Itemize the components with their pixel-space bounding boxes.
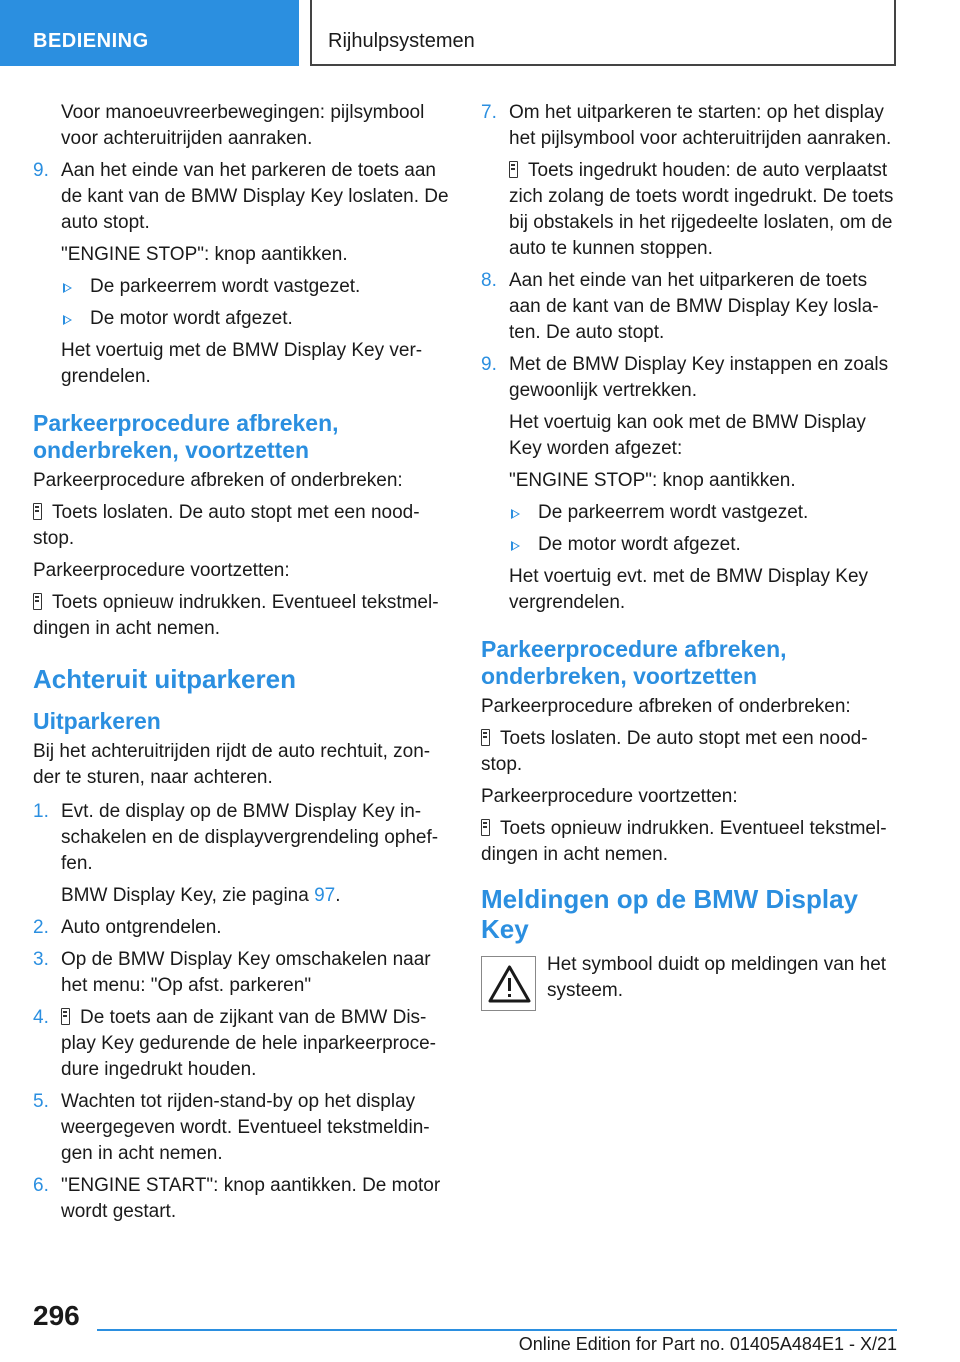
edition-text: Online Edition for Part no. 01405A484E1 - X/21 xyxy=(518,1334,897,1354)
triangle-bullet-icon xyxy=(63,315,72,325)
button-press-icon xyxy=(509,161,518,178)
step-sub-text: Toets ingedrukt houden: de auto verplaatst zich zolang de toets wordt ingedrukt. De toets bij obstakels in het rijgedeelte loslaten, om de auto te kunnen stoppen. xyxy=(509,160,894,259)
list-item xyxy=(33,799,451,909)
list-item xyxy=(33,1005,451,1083)
triangle-bullet-icon xyxy=(511,541,520,551)
paragraph: Parkeerprocedure afbreken of onderbreken: xyxy=(33,470,403,491)
step-number: 2. xyxy=(33,917,49,938)
step-text: Aan het einde van het parkeren de toets aan de kant van de BMW Display Key loslaten. De auto stopt. xyxy=(61,160,449,233)
list-item: De parkeerrem wordt vastgezet. xyxy=(61,274,451,300)
step-text: De toets aan de zijkant van de BMW Display Key gedurende de hele inparkeerprocedure ingedrukt houden. xyxy=(61,1007,436,1080)
paragraph: Bij het achteruitrijden rijdt de auto rechtuit, zonder te sturen, naar achteren. xyxy=(33,741,431,788)
list-item xyxy=(481,352,899,616)
step-text: Met de BMW Display Key instappen en zoals gewoonlijk vertrekken. xyxy=(509,354,889,401)
step-sub-text: Het voertuig kan ook met de BMW Display Key worden afgezet: xyxy=(509,412,866,459)
right-column xyxy=(481,100,899,1008)
step-after-text: Het voertuig met de BMW Display Key vergrendelen. xyxy=(61,340,423,387)
step-after-text: Het voertuig evt. met de BMW Display Key vergrendelen. xyxy=(509,566,869,613)
step-number: 8. xyxy=(481,270,497,291)
step-number: 1. xyxy=(33,801,49,822)
left-column xyxy=(33,100,451,1231)
paragraph: Parkeerprocedure voortzetten: xyxy=(481,786,738,807)
step-number: 4. xyxy=(33,1007,49,1028)
list-item xyxy=(33,915,451,941)
warning-note xyxy=(481,952,899,1008)
bullet-list xyxy=(61,274,451,332)
step-text: Aan het einde van het uitparkeren de toets aan de kant van de BMW Display Key loslaten. De auto stopt. xyxy=(509,270,879,343)
paragraph: Toets opnieuw indrukken. Eventueel tekstmeldingen in acht nemen. xyxy=(481,818,887,865)
bullet-list xyxy=(509,500,899,558)
triangle-bullet-icon xyxy=(63,283,72,293)
step-number: 6. xyxy=(33,1175,49,1196)
step-list-reverse xyxy=(33,799,451,1225)
step-text: Wachten tot rijden-stand-by op het display weergegeven wordt. Eventueel tekstmeldingen in acht nemen. xyxy=(61,1091,430,1164)
step-number: 9. xyxy=(481,354,497,375)
step-sub-text: "ENGINE STOP": knop aantikken. xyxy=(509,470,796,491)
section-tab xyxy=(0,0,299,66)
step-sub-text: BMW Display Key, zie pagina 97. xyxy=(61,885,341,906)
heading-messages: Meldingen op de BMW Display Key xyxy=(481,884,859,944)
button-press-icon xyxy=(33,593,42,610)
section-label: BEDIENING xyxy=(33,30,149,52)
heading-cancel-procedure: Parkeerprocedure afbreken, onderbreken, voortzetten xyxy=(481,636,787,689)
page-link[interactable]: 97 xyxy=(314,885,336,906)
step-text: Evt. de display op de BMW Display Key inschakelen en de displayvergrendeling opheffen. xyxy=(61,801,439,874)
warning-text: Het symbool duidt op meldingen van het systeem. xyxy=(547,954,887,1001)
step-text: Om het uitparkeren te starten: op het display het pijlsymbool voor achteruitrijden aanraken. xyxy=(509,102,892,149)
step-number: 5. xyxy=(33,1091,49,1112)
chapter-header xyxy=(310,0,896,66)
step-text: Auto ontgrendelen. xyxy=(61,917,222,938)
list-item xyxy=(33,1173,451,1225)
step-continuation: Voor manoeuvreerbewegingen: pijlsymbool voor achteruitrijden aanraken. xyxy=(61,102,425,149)
triangle-bullet-icon xyxy=(511,509,520,519)
paragraph: Toets loslaten. De auto stopt met een noodstop. xyxy=(481,728,868,775)
button-press-icon xyxy=(481,819,490,836)
step-list-reverse-cont xyxy=(481,100,899,616)
step-sub-text: "ENGINE STOP": knop aantikken. xyxy=(61,244,348,265)
warning-triangle-icon xyxy=(481,956,536,1011)
list-item: De motor wordt afgezet. xyxy=(61,306,451,332)
list-item: De motor wordt afgezet. xyxy=(509,532,899,558)
step-list-park-end xyxy=(33,158,451,390)
list-item xyxy=(33,947,451,999)
list-item xyxy=(33,1089,451,1167)
paragraph: Parkeerprocedure afbreken of onderbreken: xyxy=(481,696,851,717)
list-item: De parkeerrem wordt vastgezet. xyxy=(509,500,899,526)
list-item xyxy=(481,268,899,346)
paragraph: Toets loslaten. De auto stopt met een noodstop. xyxy=(33,502,420,549)
button-press-icon xyxy=(33,503,42,520)
step-number: 3. xyxy=(33,949,49,970)
step-text: Op de BMW Display Key omschakelen naar het menu: "Op afst. parkeren" xyxy=(61,949,431,996)
page-number: 296 xyxy=(33,1300,80,1331)
chapter-label: Rijhulpsystemen xyxy=(328,30,475,52)
step-text: "ENGINE START": knop aantikken. De motor wordt gestart. xyxy=(61,1175,441,1222)
footer-rule xyxy=(97,1329,897,1331)
heading-uitparkeren: Uitparkeren xyxy=(33,708,161,734)
paragraph: Parkeerprocedure voortzetten: xyxy=(33,560,290,581)
heading-cancel-procedure: Parkeerprocedure afbreken, onderbreken, voortzetten xyxy=(33,410,339,463)
button-press-icon xyxy=(481,729,490,746)
list-item xyxy=(33,158,451,390)
step-number: 9. xyxy=(33,160,49,181)
list-item xyxy=(481,100,899,262)
heading-reverse-exit: Achteruit uitparkeren xyxy=(33,664,296,694)
paragraph: Toets opnieuw indrukken. Eventueel tekstmeldingen in acht nemen. xyxy=(33,592,439,639)
button-press-icon xyxy=(61,1008,70,1025)
step-number: 7. xyxy=(481,102,497,123)
